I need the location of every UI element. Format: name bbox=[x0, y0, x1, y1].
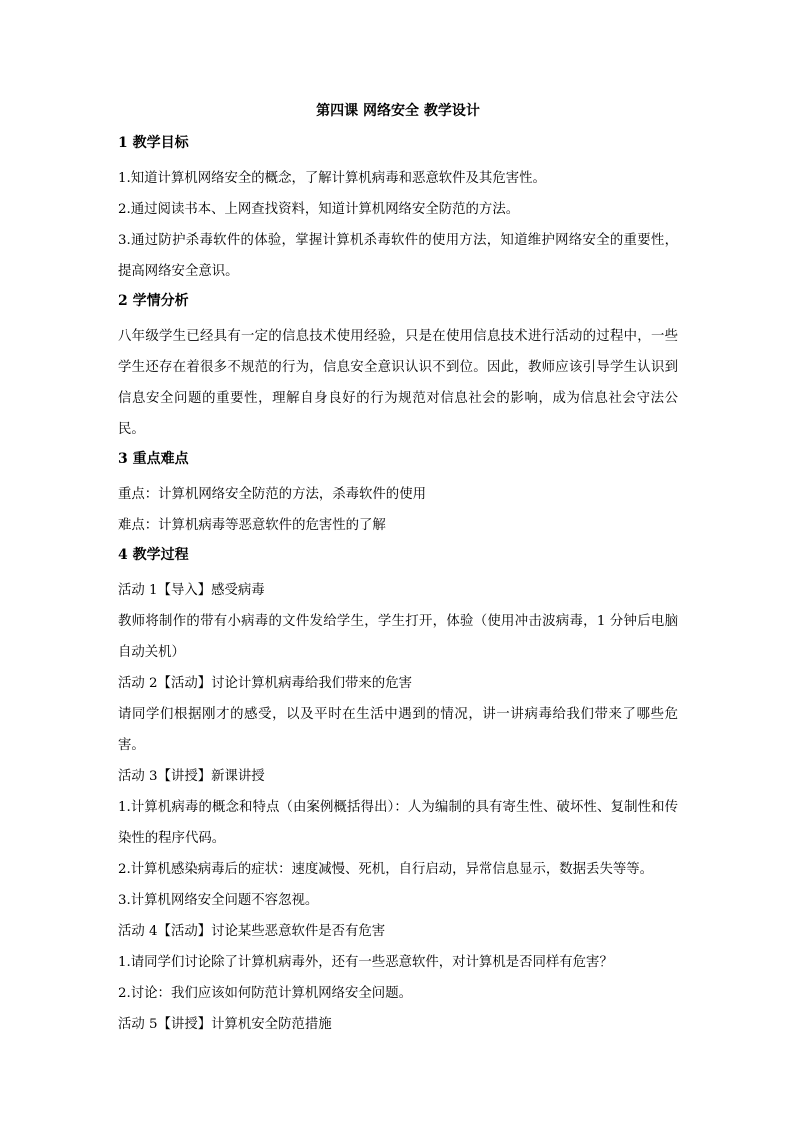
section-student-analysis bbox=[118, 291, 678, 445]
paragraph: 八年级学生已经具有一定的信息技术使用经验，只是在使用信息技术进行活动的过程中，一些学生还存在着很多不规范的行为，信息安全意识认识不到位。因此，教师应该引导学生认识到信息安全问题的重要性，理解自身良好的行为规范对信息社会的影响，成为信息社会守法公民。 bbox=[118, 329, 678, 437]
paragraph: 教师将制作的带有小病毒的文件发给学生，学生打开，体验（使用冲击波病毒，1 分钟后电脑自动关机） bbox=[118, 614, 678, 660]
paragraph: 2.计算机感染病毒后的症状：速度减慢、死机，自行启动，异常信息显示，数据丢失等等。 bbox=[118, 862, 654, 877]
paragraph: 3.通过防护杀毒软件的体验，掌握计算机杀毒软件的使用方法，知道维护网络安全的重要性，提高网络安全意识。 bbox=[118, 233, 678, 279]
document-body bbox=[118, 101, 678, 1040]
paragraph: 重点：计算机网络安全防范的方法，杀毒软件的使用 bbox=[118, 487, 426, 502]
paragraph: 2.通过阅读书本、上网查找资料，知道计算机网络安全防范的方法。 bbox=[118, 202, 520, 217]
section-heading: 2 学情分析 bbox=[118, 293, 189, 309]
paragraph: 请同学们根据刚才的感受，以及平时在生活中遇到的情况，讲一讲病毒给我们带来了哪些危害。 bbox=[118, 707, 678, 753]
section-heading: 1 教学目标 bbox=[118, 135, 189, 151]
section-teaching-process bbox=[118, 545, 678, 1040]
paragraph: 1.计算机病毒的概念和特点（由案例概括得出）：人为编制的具有寄生性、破坏性、复制性和传染性的程序代码。 bbox=[118, 800, 678, 846]
paragraph: 3.计算机网络安全问题不容忽视。 bbox=[118, 893, 319, 908]
section-heading: 3 重点难点 bbox=[118, 451, 189, 467]
activity-title: 活动 1【导入】感受病毒 bbox=[118, 583, 265, 598]
section-objectives bbox=[118, 133, 678, 287]
activity-title: 活动 2【活动】讨论计算机病毒给我们带来的危害 bbox=[118, 676, 412, 691]
document-title: 第四课 网络安全 教学设计 bbox=[316, 103, 480, 119]
paragraph: 1.请同学们讨论除了计算机病毒外，还有一些恶意软件，对计算机是否同样有危害？ bbox=[118, 955, 613, 970]
activity-title: 活动 3【讲授】新课讲授 bbox=[118, 769, 265, 784]
activity-title: 活动 4【活动】讨论某些恶意软件是否有危害 bbox=[118, 924, 386, 939]
section-heading: 4 教学过程 bbox=[118, 547, 189, 563]
activity-title: 活动 5【讲授】计算机安全防范措施 bbox=[118, 1017, 332, 1032]
paragraph: 难点：计算机病毒等恶意软件的危害性的了解 bbox=[118, 518, 386, 533]
section-key-points bbox=[118, 449, 678, 541]
paragraph: 1.知道计算机网络安全的概念，了解计算机病毒和恶意软件及其危害性。 bbox=[118, 171, 546, 186]
paragraph: 2.讨论：我们应该如何防范计算机网络安全问题。 bbox=[118, 986, 412, 1001]
